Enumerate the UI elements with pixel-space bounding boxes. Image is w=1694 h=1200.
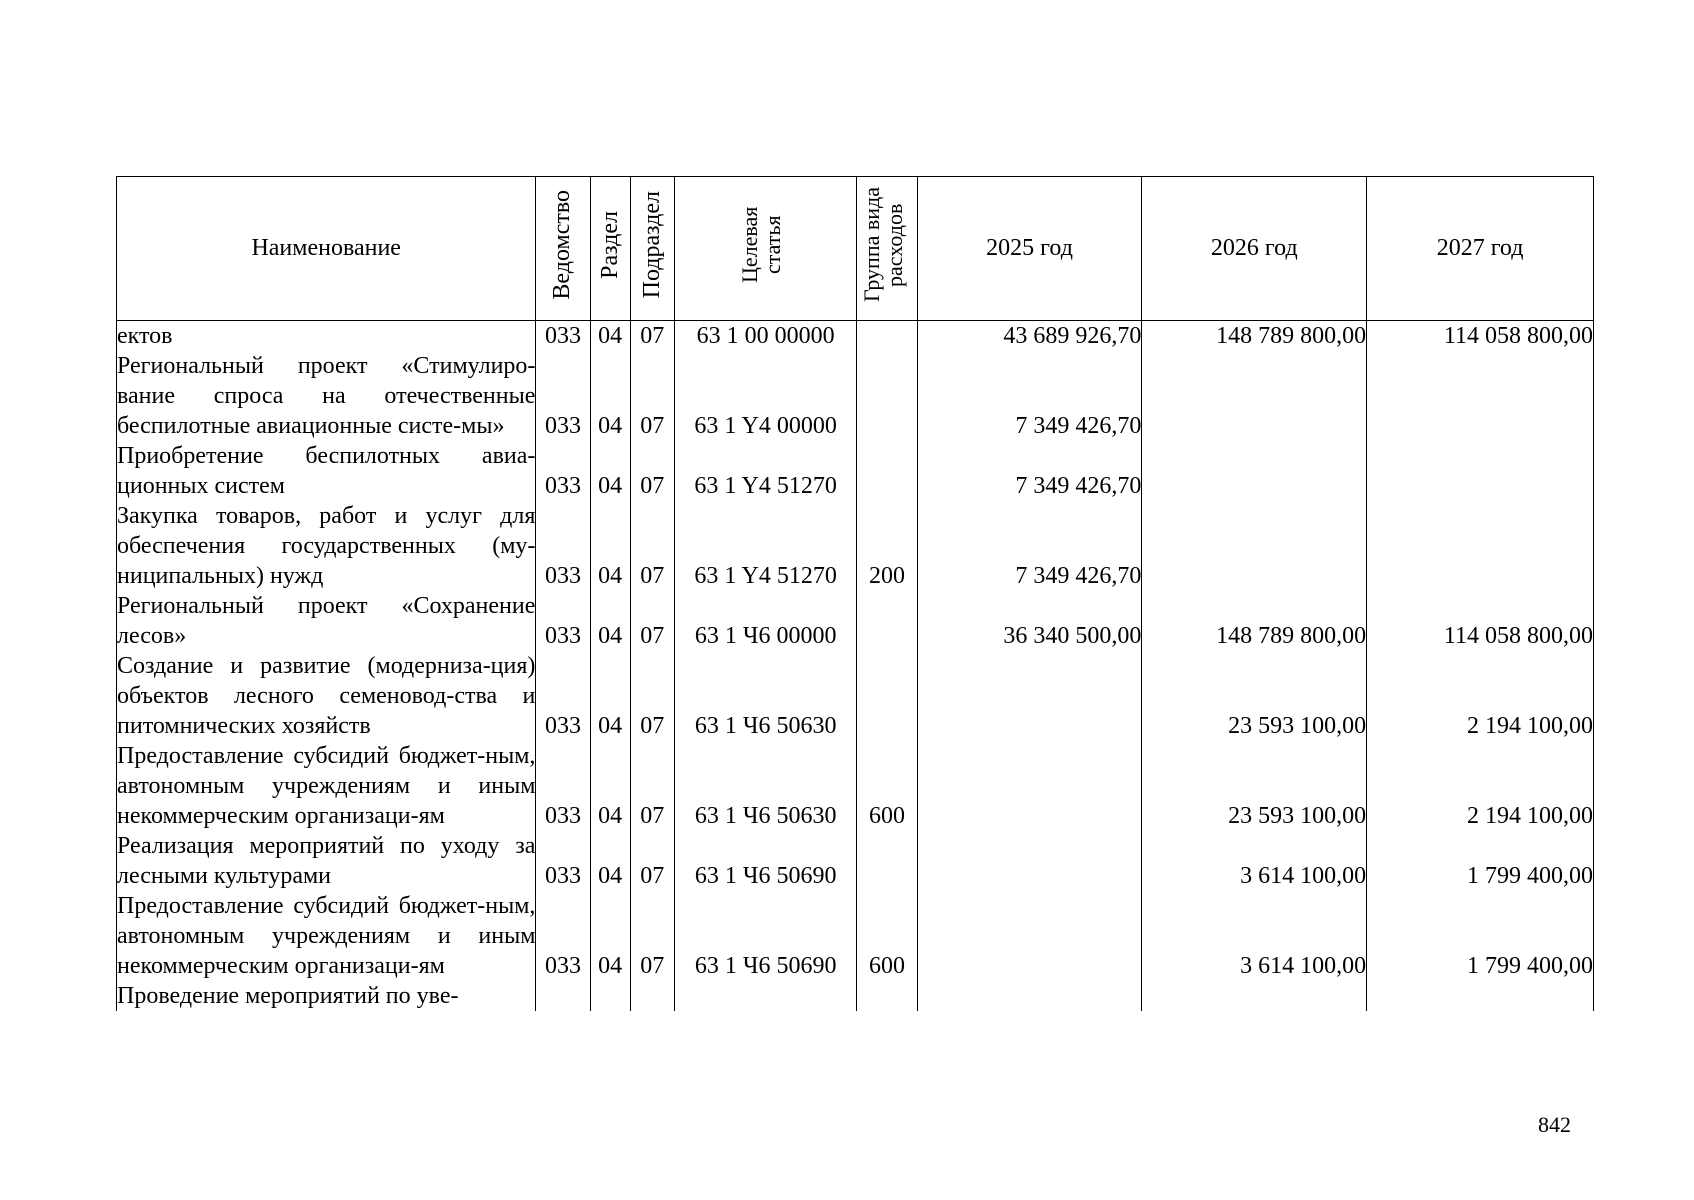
cell-subsection: 07 — [630, 891, 674, 981]
cell-department: 033 — [536, 501, 590, 591]
cell-2027: 2 194 100,00 — [1367, 651, 1594, 741]
cell-department: 033 — [536, 891, 590, 981]
cell-section: 04 — [590, 741, 630, 831]
header-target-item: Целевая статья — [674, 177, 857, 321]
cell-2025: 7 349 426,70 — [917, 441, 1142, 501]
cell-expense-group — [857, 351, 917, 441]
cell-2025: 36 340 500,00 — [917, 591, 1142, 651]
cell-subsection: 07 — [630, 741, 674, 831]
header-department: Ведомство — [536, 177, 590, 321]
table-row — [117, 831, 1594, 891]
cell-name: Реализация мероприятий по уходу за лесными культурами — [117, 833, 536, 889]
cell-2027: 1 799 400,00 — [1367, 891, 1594, 981]
cell-target-item: 63 1 Y4 51270 — [674, 441, 857, 501]
cell-2026 — [1142, 441, 1367, 501]
table-body — [117, 321, 1594, 1012]
header-subsection: Подраздел — [630, 177, 674, 321]
table-row — [117, 351, 1594, 441]
cell-expense-group — [857, 591, 917, 651]
cell-target-item: 63 1 Ч6 50690 — [674, 891, 857, 981]
cell-name: Приобретение беспилотных авиа-ционных систем — [117, 443, 536, 499]
budget-table — [116, 176, 1594, 1011]
cell-department — [536, 981, 590, 1011]
cell-target-item — [674, 981, 857, 1011]
cell-department: 033 — [536, 321, 590, 352]
cell-target-item: 63 1 00 00000 — [674, 321, 857, 352]
cell-section: 04 — [590, 321, 630, 352]
cell-department: 033 — [536, 591, 590, 651]
cell-2025 — [917, 891, 1142, 981]
cell-department: 033 — [536, 441, 590, 501]
cell-name: Предоставление субсидий бюджет-ным, автономным учреждениям и иным некоммерческим организаци-ям — [117, 743, 536, 829]
cell-subsection: 07 — [630, 441, 674, 501]
cell-subsection: 07 — [630, 831, 674, 891]
table-row — [117, 441, 1594, 501]
cell-section: 04 — [590, 651, 630, 741]
cell-2025 — [917, 741, 1142, 831]
cell-2025: 43 689 926,70 — [917, 321, 1142, 352]
cell-expense-group — [857, 651, 917, 741]
cell-2025: 7 349 426,70 — [917, 351, 1142, 441]
cell-name: Закупка товаров, работ и услуг для обеспечения государственных (му-ниципальных) нужд — [117, 503, 536, 589]
cell-section: 04 — [590, 831, 630, 891]
cell-expense-group: 600 — [857, 891, 917, 981]
cell-2027 — [1367, 441, 1594, 501]
cell-2026: 148 789 800,00 — [1142, 591, 1367, 651]
cell-target-item: 63 1 Ч6 50630 — [674, 741, 857, 831]
cell-expense-group: 200 — [857, 501, 917, 591]
cell-2027 — [1367, 981, 1594, 1011]
header-2027: 2027 год — [1367, 177, 1594, 321]
cell-section: 04 — [590, 441, 630, 501]
cell-section: 04 — [590, 351, 630, 441]
cell-2026: 3 614 100,00 — [1142, 831, 1367, 891]
cell-2025 — [917, 831, 1142, 891]
cell-target-item: 63 1 Y4 51270 — [674, 501, 857, 591]
header-name: Наименование — [117, 177, 536, 321]
cell-2026 — [1142, 351, 1367, 441]
table-row — [117, 891, 1594, 981]
cell-2026: 23 593 100,00 — [1142, 741, 1367, 831]
table-header-row — [117, 177, 1594, 321]
cell-2027 — [1367, 351, 1594, 441]
cell-subsection: 07 — [630, 591, 674, 651]
cell-2027 — [1367, 501, 1594, 591]
cell-2026: 3 614 100,00 — [1142, 891, 1367, 981]
cell-2026 — [1142, 501, 1367, 591]
cell-name: Создание и развитие (модерниза-ция) объектов лесного семеновод-ства и питомнических хозяйств — [117, 653, 536, 739]
cell-name: Региональный проект «Сохранение лесов» — [117, 593, 536, 649]
table-row — [117, 741, 1594, 831]
cell-target-item: 63 1 Ч6 50690 — [674, 831, 857, 891]
cell-name: Предоставление субсидий бюджет-ным, автономным учреждениям и иным некоммерческим организаци-ям — [117, 893, 536, 979]
cell-expense-group — [857, 441, 917, 501]
table-row — [117, 651, 1594, 741]
cell-target-item: 63 1 Ч6 00000 — [674, 591, 857, 651]
cell-expense-group — [857, 831, 917, 891]
cell-expense-group — [857, 981, 917, 1011]
cell-department: 033 — [536, 351, 590, 441]
cell-expense-group: 600 — [857, 741, 917, 831]
table-row — [117, 321, 1594, 352]
cell-name: ектов — [117, 321, 536, 352]
header-section: Раздел — [590, 177, 630, 321]
table-row — [117, 501, 1594, 591]
cell-2027: 114 058 800,00 — [1367, 591, 1594, 651]
cell-subsection: 07 — [630, 351, 674, 441]
cell-2026: 23 593 100,00 — [1142, 651, 1367, 741]
cell-section: 04 — [590, 591, 630, 651]
cell-name: Региональный проект «Стимулиро-вание спроса на отечественные беспилотные авиационные систе-мы» — [117, 353, 536, 439]
cell-2025 — [917, 981, 1142, 1011]
cell-name: Проведение мероприятий по уве- — [117, 981, 536, 1011]
table-row — [117, 591, 1594, 651]
cell-2026 — [1142, 981, 1367, 1011]
cell-2026: 148 789 800,00 — [1142, 321, 1367, 352]
cell-subsection: 07 — [630, 321, 674, 352]
cell-department: 033 — [536, 741, 590, 831]
header-2026: 2026 год — [1142, 177, 1367, 321]
cell-target-item: 63 1 Y4 00000 — [674, 351, 857, 441]
cell-2027: 1 799 400,00 — [1367, 831, 1594, 891]
page-number: 842 — [1538, 1112, 1571, 1137]
cell-subsection: 07 — [630, 651, 674, 741]
cell-2025 — [917, 651, 1142, 741]
cell-2025: 7 349 426,70 — [917, 501, 1142, 591]
cell-department: 033 — [536, 651, 590, 741]
cell-2027: 2 194 100,00 — [1367, 741, 1594, 831]
cell-expense-group — [857, 321, 917, 352]
cell-section: 04 — [590, 891, 630, 981]
cell-section — [590, 981, 630, 1011]
cell-target-item: 63 1 Ч6 50630 — [674, 651, 857, 741]
cell-subsection: 07 — [630, 501, 674, 591]
cell-section: 04 — [590, 501, 630, 591]
header-expense-group: Группа вида расходов — [857, 177, 917, 321]
cell-2027: 114 058 800,00 — [1367, 321, 1594, 352]
header-2025: 2025 год — [917, 177, 1142, 321]
table-row — [117, 981, 1594, 1011]
cell-department: 033 — [536, 831, 590, 891]
cell-subsection — [630, 981, 674, 1011]
